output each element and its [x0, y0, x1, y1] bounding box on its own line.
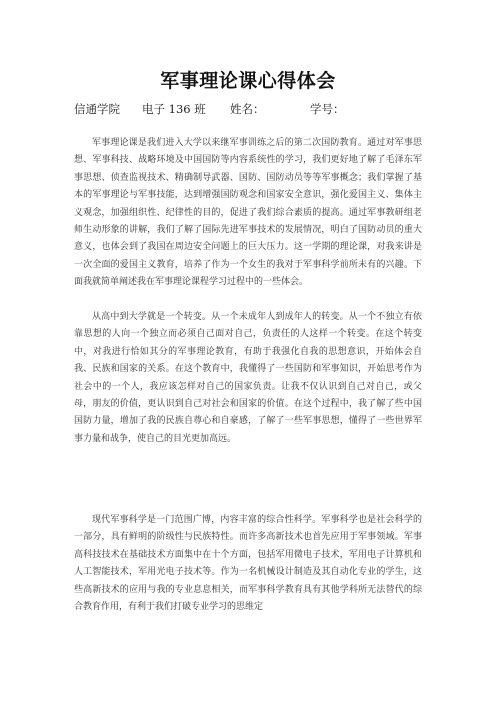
name-label: 姓名： [230, 102, 265, 116]
paragraph-1 [74, 135, 422, 292]
author-info-line [74, 101, 345, 117]
document-title: 军事理论课心得体会 [160, 70, 336, 92]
paragraph-text: 军事理论课是我们进入大学以来继军事训练之后的第二次国防教育。通过对军事思想、军事科技、战略环境及中国国防等内容系统性的学习，我们更好地了解了毛泽东军事思想、侦查监视技术、精确制导武器、国防、国防动员等等军事概念；我们掌握了基本的军事理论与军事技能，达到增强国防观念和国家安全意识，强化爱国主义、集体主义观念，加强组织性、纪律性的目的，促进了我们综合素质的提高。通过军事教研组老师生动形象的讲解，我们了解了国际先进军事技术的发展情况，明白了国防动员的重大意义，也体会到了我国在周边安全问题上的巨大压力。这一学期的理论课，对我来讲是一次全面的爱国主义教育，培养了作为一个女生的我对于军事科学前所未有的兴趣。下面我就简单阐述我在军事理论课程学习过程中的一些体会。 [74, 138, 422, 288]
paragraph-text: 从高中到大学就是一个转变。从一个未成年人到成年人的转变。从一个不独立有依靠思想的人向一个独立而必须自己面对自己，负责任的人这样一个转变。在这个转变中，对我进行恰如其分的军事理论教育，有助于我强化自我的思想意识，开始体会自我、民族和国家的关系。在这个教育中，我懂得了一些国防和军事知识，开始思考作为社会中的一个人，我应该怎样对自己的国家负责。让我不仅认识到自己对自己，或父母，朋友的价值，更认识到自己对社会和国家的价值。在这个过程中，我了解了些中国国防力量，增加了我的民族自尊心和自豪感，了解了一些军事思想，懂得了一些世界军事力量和战争，使自己的目光更加高远。 [74, 312, 422, 444]
paragraph-2 [74, 309, 422, 448]
school-label: 信通学院 [74, 102, 120, 116]
class-label: 电子 136 班 [142, 102, 206, 116]
paragraph-text: 现代军事科学是一门范围广博，内容丰富的综合性科学。军事科学也是社会科学的一部分，具有鲜明的阶级性与民族特性。而许多高新技术也首先应用于军事领域。军事高科技技术在基础技术方面集中在十个方面，包括军用微电子技术，军用电子计算机和人工智能技术，军用光电子技术等。作为一名机械设计制造及其自动化专业的学生，这些高新技术的应用与我的专业息息相关，而军事科学教育具有其他学科所无法替代的综合教育作用，有利于我们打破专业学习的思维定 [74, 515, 422, 613]
paragraph-3 [74, 512, 422, 616]
student-id-label: 学号： [310, 102, 345, 116]
